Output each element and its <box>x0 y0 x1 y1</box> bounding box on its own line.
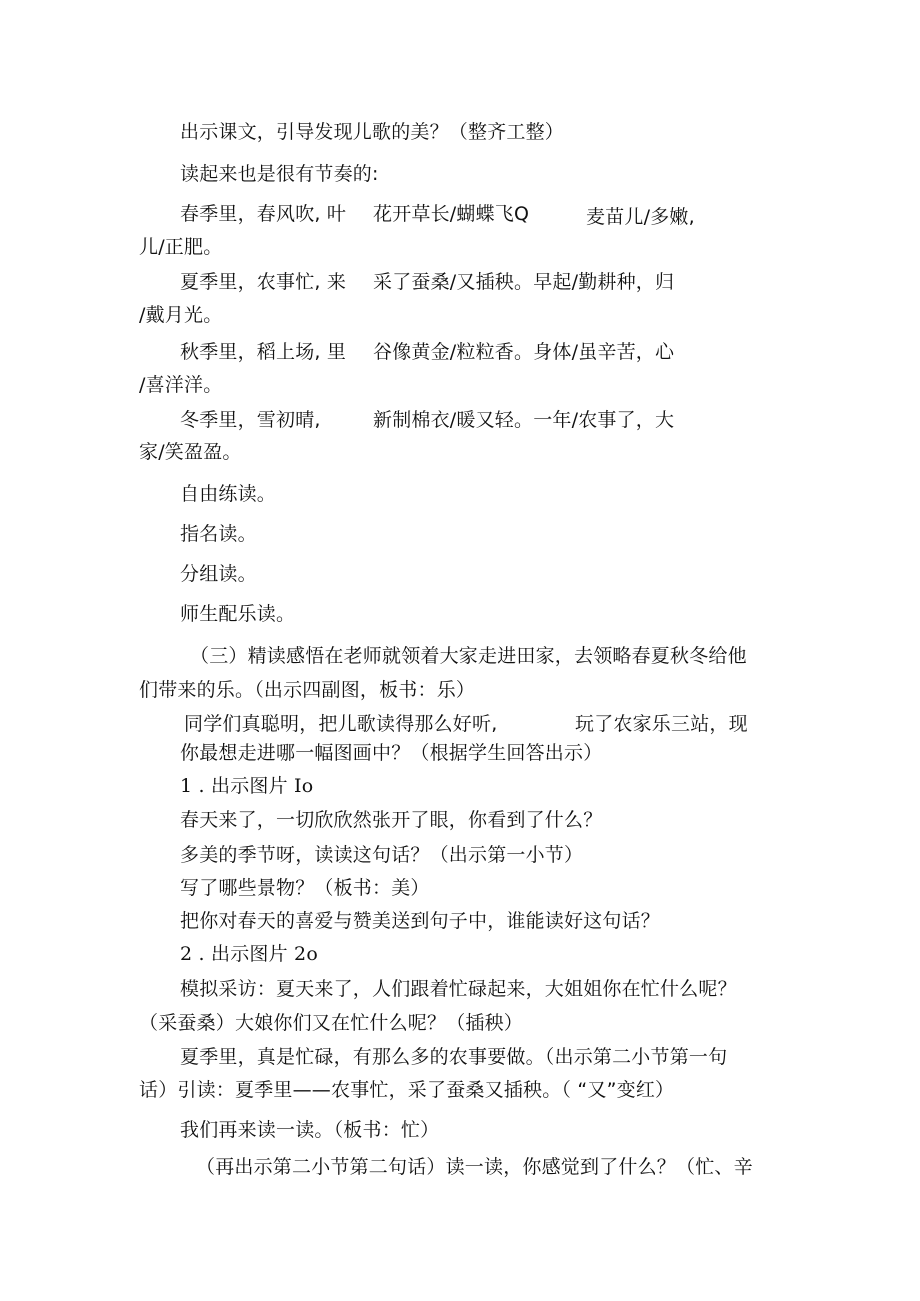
text-line: 指名读。 <box>180 523 257 545</box>
text-line: 读起来也是很有节奏的: <box>180 163 379 185</box>
text-line: （采蚕桑）大娘你们又在忙什么呢？（插秧） <box>139 1012 524 1034</box>
list-item: 1 . 出示图片 Io <box>180 775 314 797</box>
poem-line: 花开草长/蝴蝶飞Q <box>373 203 530 225</box>
text-line: 多美的季节呀，读读这句话？（出示第一小节） <box>180 844 584 866</box>
text-line: 春天来了，一切欣欣然张开了眼，你看到了什么？ <box>180 809 603 831</box>
text-line: 把你对春天的喜爱与赞美送到句子中，谁能读好这句话？ <box>180 910 661 932</box>
poem-line: 家/笑盈盈。 <box>139 441 242 463</box>
poem-line: 夏季里，农事忙, 来 <box>180 271 347 293</box>
text-line: 我们再来读一读。（板书：忙） <box>180 1119 440 1141</box>
poem-line: 新制棉衣/暖又轻。一年/农事了，大 <box>373 409 675 431</box>
text-line: 自由练读。 <box>180 483 277 505</box>
list-item: 2 . 出示图片 2o <box>180 943 318 965</box>
poem-line: 采了蚕桑/又插秧。早起/勤耕种，归 <box>373 271 675 293</box>
text-line: 模拟采访：夏天来了，人们跟着忙碌起来，大姐姐你在忙什么呢？ <box>180 978 737 1000</box>
poem-line: 谷像黄金/粒粒香。身体/虽辛苦，心 <box>373 341 675 363</box>
text-line: 出示课文，引导发现儿歌的美？（整齐工整） <box>180 121 565 143</box>
poem-line: /戴月光。 <box>139 304 223 326</box>
poem-line: 秋季里，稻上场, 里 <box>180 341 347 363</box>
text-line: 你最想走进哪一幅图画中？（根据学生回答出示） <box>180 742 603 764</box>
poem-line: 冬季里，雪初晴, <box>180 409 321 431</box>
text-line: 夏季里，真是忙碌，有那么多的农事要做。（出示第二小节第一句 <box>180 1046 728 1068</box>
poem-line: /喜洋洋。 <box>139 374 223 396</box>
section-heading: （三）精读感悟在老师就领着大家走进田家，去领略春夏秋冬给他 <box>190 645 747 667</box>
poem-line: 麦苗儿/多嫩, <box>586 206 695 228</box>
text-line: 师生配乐读。 <box>180 603 296 625</box>
poem-line: 春季里，春风吹, 叶 <box>180 203 347 225</box>
text-line: 们带来的乐。（出示四副图，板书：乐） <box>139 679 476 701</box>
text-line: 玩了农家乐三站，现 <box>575 713 748 735</box>
text-line: 同学们真聪明，把儿歌读得那么好听, <box>184 713 498 735</box>
text-line: 写了哪些景物？（板书：美） <box>180 877 430 899</box>
text-line: 话）引读：夏季里——农事忙，采了蚕桑又插秧。（ “又”变红） <box>139 1079 675 1101</box>
text-line: 分组读。 <box>180 563 257 585</box>
text-line: （再出示第二小节第二句话）读一读，你感觉到了什么？（忙、辛 <box>196 1156 753 1178</box>
poem-line: 儿/正肥。 <box>139 236 223 258</box>
